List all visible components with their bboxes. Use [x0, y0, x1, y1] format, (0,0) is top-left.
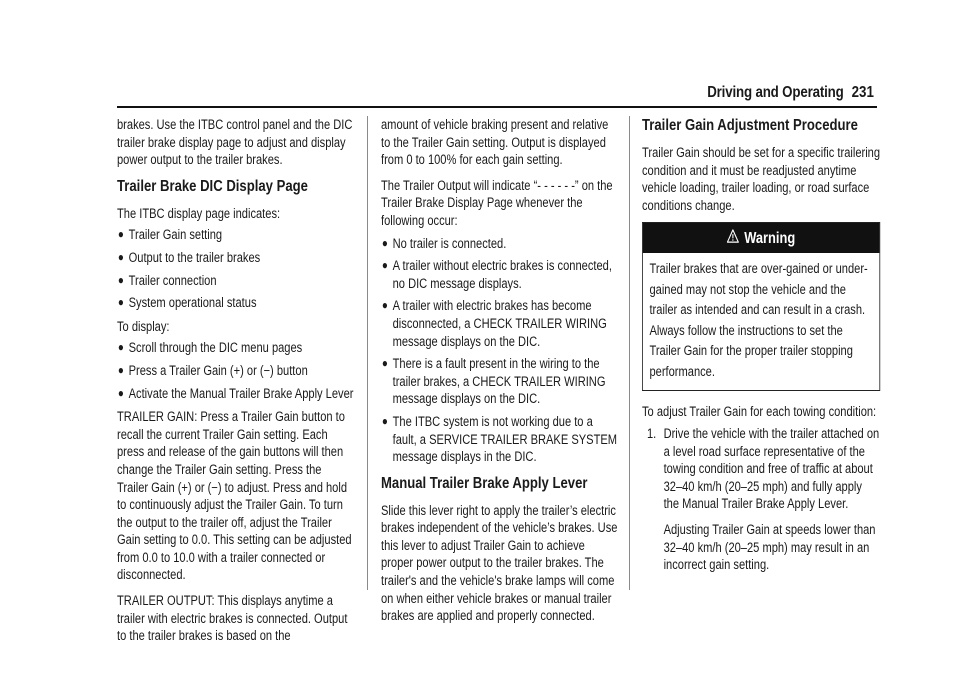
bullet-icon: ●	[381, 298, 388, 313]
bullet-icon: ●	[381, 356, 388, 371]
bullet-icon: ●	[117, 249, 124, 264]
gain-procedure-paragraph: Trailer Gain should be set for a specific trailering condition and it must be readjusted anytime vehicle loading, trailer loading, or road surface conditions change.	[642, 145, 881, 213]
heading-manual-lever: Manual Trailer Brake Apply Lever	[381, 474, 588, 492]
warning-triangle-icon	[727, 229, 739, 249]
step-note: Adjusting Trailer Gain at speeds lower than 32–40 km/h (20–25 mph) may result in an incorrect gain setting.	[663, 521, 876, 573]
bullet-icon: ●	[117, 340, 124, 355]
list-item: ● The ITBC system is not working due to a fault, a SERVICE TRAILER BRAKE SYSTEM message displays in the DIC.	[381, 413, 618, 465]
steps-list	[642, 425, 880, 574]
step-text: Drive the vehicle with the trailer attached on a level road surface representative of the towing condition and free of traffic at about 32–40 km/h (20–25 mph) and fully apply the Manual Trailer Brake Apply Lever.	[663, 425, 880, 512]
page-number: 231	[851, 84, 874, 101]
section-title: Driving and Operating	[707, 84, 844, 101]
bullet-icon: ●	[117, 385, 124, 400]
indicates-list	[117, 226, 355, 311]
bullet-icon: ●	[117, 295, 124, 310]
list-item: ● Scroll through the DIC menu pages	[117, 340, 303, 356]
list-item: ● A trailer with electric brakes has become disconnected, a CHECK TRAILER WIRING message displays on the DIC.	[381, 298, 607, 349]
bullet-icon: ●	[117, 362, 124, 377]
column-divider	[367, 116, 368, 590]
list-item: ● Trailer connection	[117, 272, 217, 288]
bullet-icon: ●	[117, 272, 124, 287]
lever-paragraph: Slide this lever right to apply the trailer’s electric brakes independent of the vehicle’s brakes. Use this lever to adjust Trailer Gain to achieve proper power output to the trailer brakes. The trailer's and the vehicle's brake lamps will come on when either vehicle brakes or manual trailer brakes are applied and properly connected.	[381, 502, 618, 624]
header-rule	[117, 106, 877, 108]
list-item: ● Output to the trailer brakes	[117, 249, 261, 265]
column-2	[381, 116, 619, 633]
trailer-output-paragraph: TRAILER OUTPUT: This displays anytime a trailer with electric brakes is connected. Output to the trailer brakes is based on the	[117, 593, 348, 644]
bullet-icon: ●	[381, 235, 388, 250]
column-3	[642, 116, 880, 582]
to-display-lead: To display:	[117, 318, 170, 334]
list-item: ● Press a Trailer Gain (+) or (−) button	[117, 362, 308, 378]
page-header	[0, 0, 960, 110]
warning-header	[643, 223, 879, 253]
step-number: 1.	[646, 425, 657, 441]
step-item	[642, 425, 880, 574]
heading-dic-display-page: Trailer Brake DIC Display Page	[117, 177, 308, 195]
list-item: ● No trailer is connected.	[381, 235, 507, 251]
bullet-icon: ●	[381, 413, 388, 428]
adjust-lead: To adjust Trailer Gain for each towing condition:	[642, 404, 877, 420]
warning-text: Trailer brakes that are over-gained or under-gained may not stop the vehicle and the trailer as intended and can result in a crash. Always follow the instructions to set the Trailer Gain for the proper trailer stopping performance.	[649, 261, 868, 379]
indicates-lead: The ITBC display page indicates:	[117, 205, 281, 221]
output-continued-paragraph: amount of vehicle braking present and relative to the Trailer Gain setting. Output is displayed from 0 to 100% for each gain setting.	[381, 117, 609, 168]
list-item: ● System operational status	[117, 295, 257, 311]
list-item: ● A trailer without electric brakes is connected, no DIC message displays.	[381, 258, 612, 291]
column-divider	[629, 116, 630, 590]
list-item: ● Trailer Gain setting	[117, 227, 223, 243]
list-item: ● There is a fault present in the wiring to the trailer brakes, a CHECK TRAILER WIRING message displays on the DIC.	[381, 356, 606, 407]
list-item: ● Activate the Manual Trailer Brake Apply Lever	[117, 385, 354, 401]
conditions-list	[381, 235, 619, 466]
to-display-list	[117, 339, 355, 402]
intro-paragraph: brakes. Use the ITBC control panel and the DIC trailer brake display page to adjust and display power output to the trailer brakes.	[117, 117, 353, 168]
heading-gain-procedure: Trailer Gain Adjustment Procedure	[642, 117, 858, 134]
warning-title: Warning	[744, 229, 796, 247]
bullet-icon: ●	[381, 258, 388, 273]
column-1	[117, 116, 355, 653]
trailer-gain-paragraph: TRAILER GAIN: Press a Trailer Gain button to recall the current Trailer Gain setting. Each press and release of the gain buttons will then change the Trailer Gain setting. Press the Trailer Gain (+) or (−) to adjust. Press and hold to continuously adjust the Trailer Gain. To turn the output to the trailer off, adjust the Trailer Gain setting to 0.0. This setting can be adjusted from 0.0 to 10.0 with a trailer connected or disconnected.	[117, 409, 352, 583]
warning-box	[642, 222, 880, 391]
output-indicate-paragraph: The Trailer Output will indicate “- - - - - -” on the Trailer Brake Display Page whenever the following occur:	[381, 177, 613, 228]
bullet-icon: ●	[117, 227, 124, 242]
